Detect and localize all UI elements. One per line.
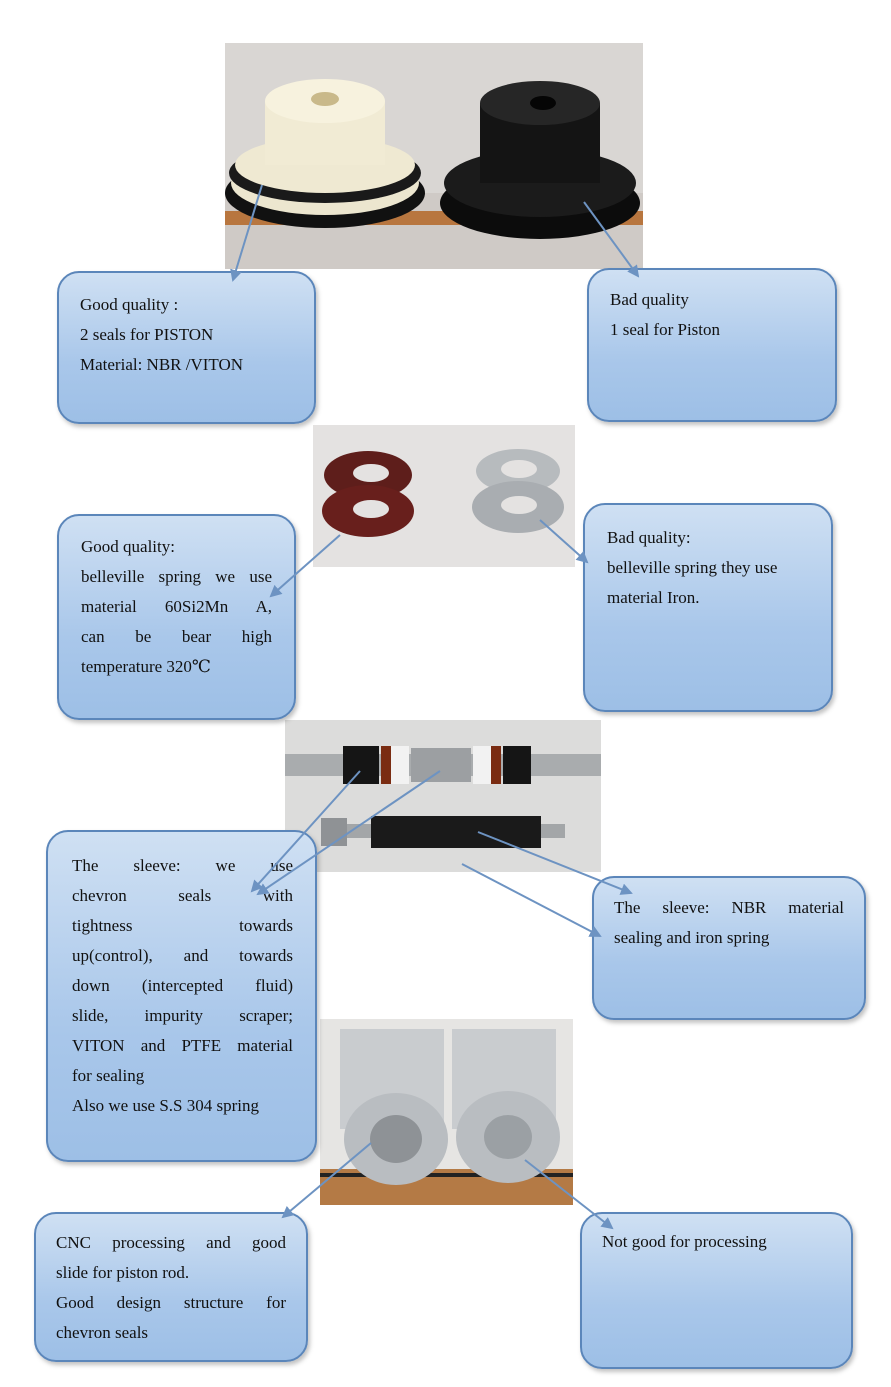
callout-line: up(control), and towards <box>72 946 293 965</box>
photo-pistons <box>225 43 643 269</box>
callout-line: slide for piston rod. <box>56 1263 190 1282</box>
callout-line: chevron seals with <box>72 886 293 905</box>
callout-line: tightness towards <box>72 916 293 935</box>
callout-line: Good quality: <box>81 537 175 556</box>
callout-line: Material: NBR /VITON <box>80 355 244 374</box>
photo-sleeves <box>285 720 601 872</box>
callout-line: sealing and iron spring <box>614 928 770 947</box>
callout-sleeve-bad <box>592 876 866 1020</box>
callout-spring-bad <box>583 503 833 712</box>
callout-fitting-bad <box>580 1212 853 1369</box>
callout-line: belleville spring we use <box>81 567 272 586</box>
springs-illustration <box>313 425 575 567</box>
callout-line: The sleeve: NBR material <box>614 898 844 917</box>
arrow-sleeve-bad-2 <box>462 864 600 936</box>
callout-line: Bad quality <box>610 290 689 309</box>
callout-piston-bad <box>587 268 837 422</box>
sleeves-illustration <box>285 720 601 872</box>
callout-line: Bad quality: <box>607 528 691 547</box>
fittings-illustration <box>320 1019 573 1205</box>
callout-line: can be bear high <box>81 627 272 646</box>
callout-line: temperature 320℃ <box>81 657 211 676</box>
callout-line: chevron seals <box>56 1323 149 1342</box>
callout-spring-good <box>57 514 296 720</box>
callout-line: 2 seals for PISTON <box>80 325 214 344</box>
callout-line: 1 seal for Piston <box>610 320 721 339</box>
callout-line: for sealing <box>72 1066 145 1085</box>
pistons-illustration <box>225 43 643 269</box>
callout-line: Good design structure for <box>56 1293 286 1312</box>
callout-line: Also we use S.S 304 spring <box>72 1096 260 1115</box>
callout-line: down (intercepted fluid) <box>72 976 293 995</box>
photo-springs <box>313 425 575 567</box>
callout-line: The sleeve: we use <box>72 856 293 875</box>
callout-line: belleville spring they use <box>607 558 778 577</box>
callout-line: CNC processing and good <box>56 1233 286 1252</box>
callout-piston-good <box>57 271 316 424</box>
callout-line: material Iron. <box>607 588 700 607</box>
photo-fittings <box>320 1019 573 1205</box>
callout-sleeve-good <box>46 830 317 1162</box>
callout-line: Not good for processing <box>602 1232 767 1251</box>
callout-line: material 60Si2Mn A, <box>81 597 272 616</box>
callout-line: VITON and PTFE material <box>72 1036 293 1055</box>
callout-fitting-good <box>34 1212 308 1362</box>
callout-line: Good quality : <box>80 295 179 314</box>
callout-line: slide, impurity scraper; <box>72 1006 293 1025</box>
